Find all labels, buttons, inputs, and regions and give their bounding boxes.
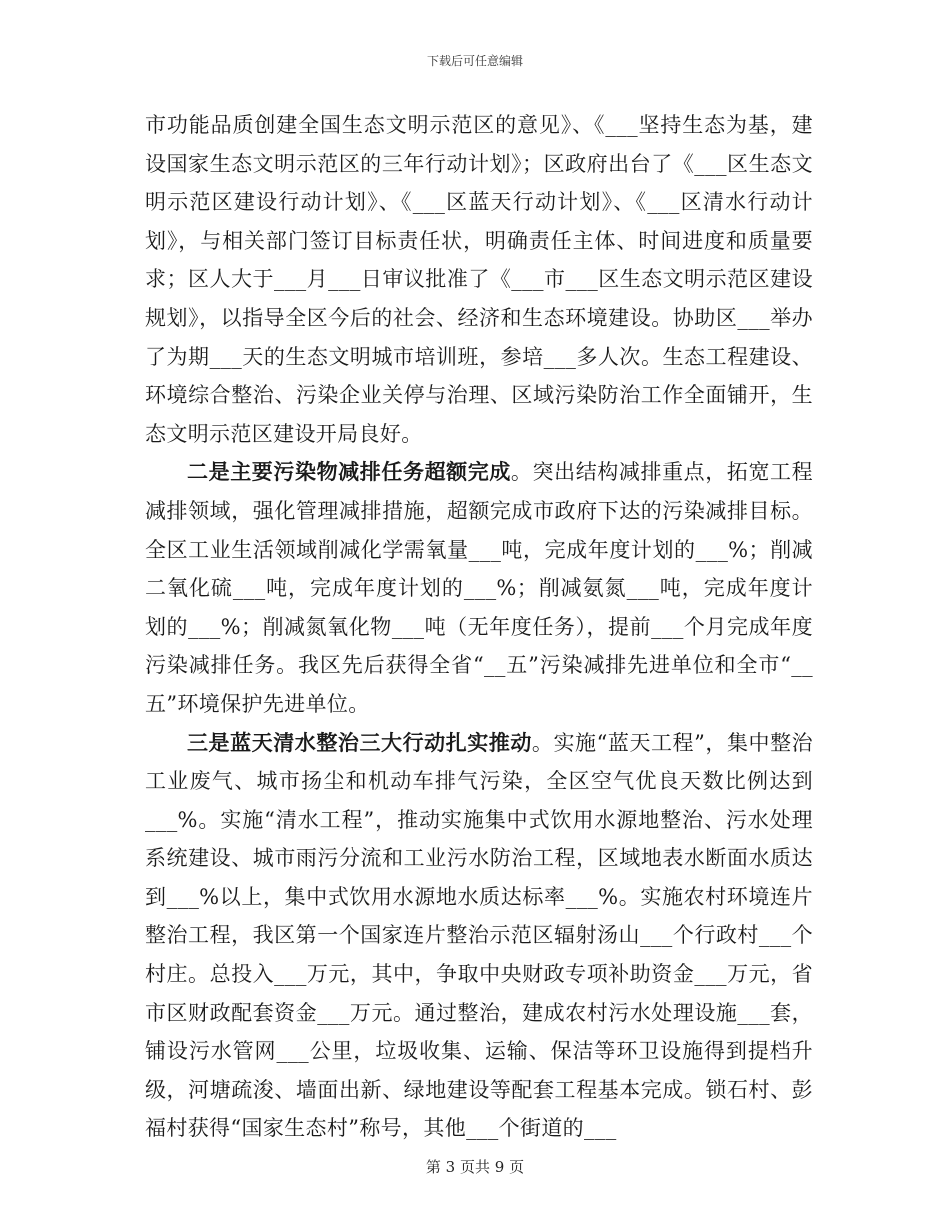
document-body [145, 106, 813, 1148]
paragraph-3-lead: 三是蓝天清水整治三大行动扎实推动 [187, 729, 532, 755]
paragraph-2-text: 。突出结构减排重点，拓宽工程减排领域，强化管理减排措施，超额完成市政府下达的污染减排目标。全区工业生活领域削减化学需氧量___吨，完成年度计划的___%；削减二氧化硫___吨，完成年度计划的___%；削减氨氮___吨，完成年度计划的___%；削减氮氧化物___吨（无年度任务），提前___个月完成年度污染减排任务。我区先后获得全省“__五”污染减排先进单位和全市“__五”环境保护先进单位。 [145, 460, 813, 716]
paragraph-3-text: 。实施“蓝天工程”，集中整治工业废气、城市扬尘和机动车排气污染，全区空气优良天数比例达到___%。实施“清水工程”，推动实施集中式饮用水源地整治、污水处理系统建设、城市雨污分流和工业污水防治工程，区域地表水断面水质达到___%以上，集中式饮用水源地水质达标率___%。实施农村环境连片整治工程，我区第一个国家连片整治示范区辐射汤山___个行政村___个村庄。总投入___万元，其中，争取中央财政专项补助资金___万元，省市区财政配套资金___万元。通过整治，建成农村污水处理设施___套，铺设污水管网___公里，垃圾收集、运输、保洁等环卫设施得到提档升级，河塘疏浚、墙面出新、绿地建设等配套工程基本完成。锁石村、彭福村获得“国家生态村”称号，其他___个街道的___ [145, 730, 813, 1141]
page-footer: 第 3 页共 9 页 [425, 1158, 525, 1176]
paragraph-3 [145, 724, 813, 1149]
paragraph-1 [145, 106, 813, 453]
page-header: 下载后可任意编辑 [426, 54, 523, 68]
paragraph-2 [145, 453, 813, 723]
paragraph-2-lead: 二是主要污染物减排任务超额完成 [187, 459, 511, 485]
paragraph-1-text: 市功能品质创建全国生态文明示范区的意见》、《___坚持生态为基，建设国家生态文明示范区的三年行动计划》；区政府出台了《___区生态文明示范区建设行动计划》、《___区蓝天行动计划》、《___区清水行动计划》，与相关部门签订目标责任状，明确责任主体、时间进度和质量要求；区人大于___月___日审议批准了《___市___区生态文明示范区建设规划》，以指导全区今后的社会、经济和生态环境建设。协助区___举办了为期___天的生态文明城市培训班，参培___多人次。生态工程建设、环境综合整治、污染企业关停与治理、区域污染防治工作全面铺开，生态文明示范区建设开局良好。 [145, 113, 813, 446]
